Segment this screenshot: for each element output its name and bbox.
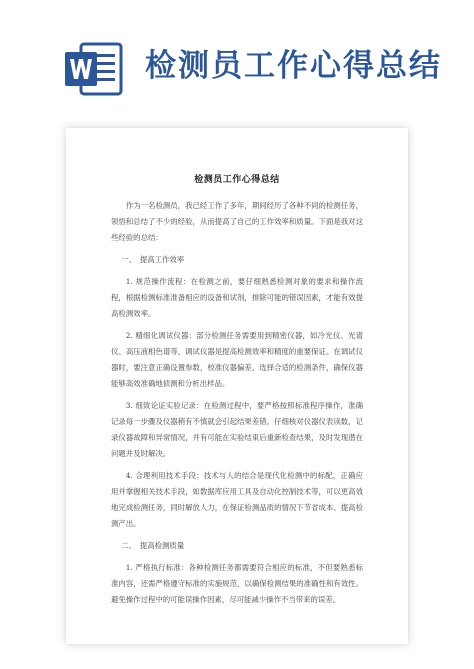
body-paragraph: 1. 规范操作流程：在检测之前，要仔细熟悉检测对象的要求和操作流程，根据检测标准准备相应的设备和试剂，排除可能的错误因素，才能有效提高检测效率。 — [111, 277, 363, 318]
body-paragraph: 3. 细致论证实验记录：在检测过程中，要严格按照标准程序操作，准确记录每一步骤及仪器稍有不慎就会引起结果差错。仔细核对仪器仪表读数，记录仪器故障和异常情况，并有可能在实验结束后重新检查结果，及时发现潜在问题并及时解决。 — [111, 401, 363, 458]
word-document-icon — [63, 38, 125, 100]
document-body — [111, 198, 363, 614]
section-heading: 一、 提高工作效率 — [121, 255, 185, 264]
page-title: 检测员工作心得总结 — [145, 48, 442, 84]
section-heading: 二、 提高检测质量 — [121, 541, 185, 550]
document-page — [66, 128, 408, 644]
header-banner — [0, 0, 474, 112]
body-paragraph: 4. 合理利用技术手段：技术与人的结合是现代化检测中的标配，正确应用并掌握相关技术手段，如数据库应用工具及自动化控制技术等，可以更高效地完成检测任务，同时解放人力，在保证检测品质的情况下节省成本、提高检测产出。 — [111, 471, 363, 528]
body-paragraph: 1. 严格执行标准：各种检测任务都需要符合相应的标准，不但要熟悉标准内容，还需严格遵守标准的实施规范，以确保检测结果的准确性和有效性。避免操作过程中的可能误操作因素，尽可能减少操作不当带来的误差。 — [111, 563, 363, 604]
body-paragraph: 2. 精细化调试仪器：部分检测任务需要用到精密仪器，如冷光仪、光谱仪、高压液相色谱等，调试仪器是提高检测效率和精度的重要保证。在调试仪器时，要注意正确设置参数，校准仪器偏差，选择合适的检测条件，确保仪器能够高效准确地侦测和分析出样品。 — [111, 331, 363, 388]
body-paragraph: 作为一名检测员，我已经工作了多年，期间经历了各种不同的检测任务，领悟和总结了不少的经验，从而提高了自己的工作效率和质量。下面是我对这些经验的总结： — [111, 201, 363, 242]
document-title: 检测员工作心得总结 — [194, 175, 280, 185]
